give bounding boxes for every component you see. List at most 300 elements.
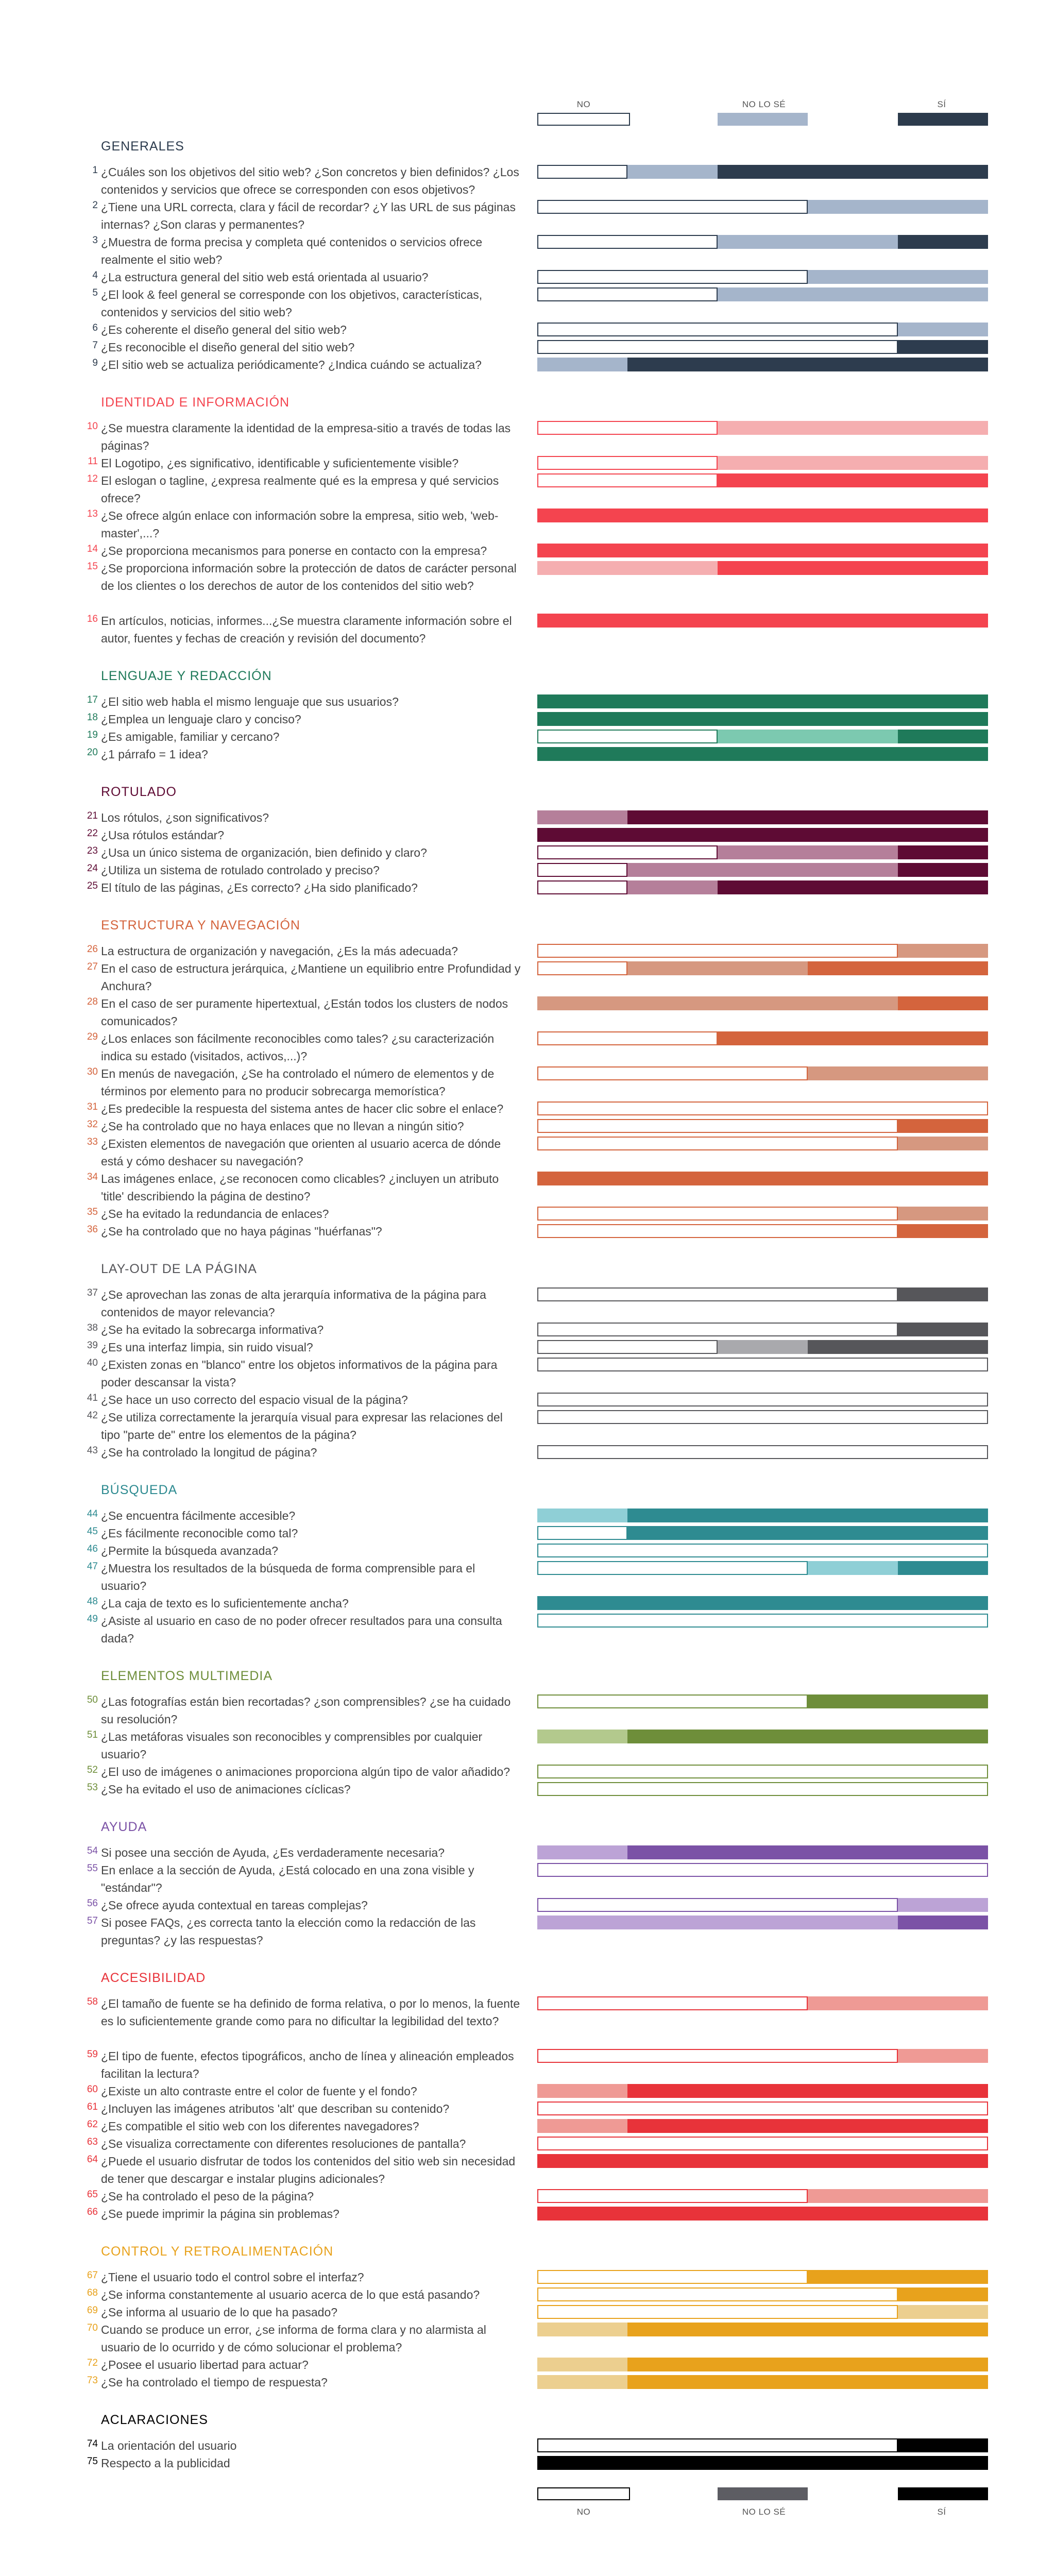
answer-bar: [537, 845, 988, 859]
question-number: 50: [87, 1694, 98, 1705]
bar-segment-no: [537, 1526, 627, 1540]
bar-segment-si: [537, 828, 988, 842]
bar-segment-si: [627, 1526, 988, 1540]
question-text: La estructura de organización y navegación, ¿Es la más adecuada?: [101, 944, 458, 958]
question-number: 62: [87, 2119, 98, 2130]
answer-bar: [537, 561, 988, 575]
question-text: ¿Cuáles son los objetivos del sitio web? ¿Son concretos y bien definidos? ¿Los contenidos y servicios que ofrece se corresponden con esos objetivos?: [101, 165, 519, 196]
answer-bar: [537, 2207, 988, 2221]
bar-segment-no: [537, 2102, 988, 2115]
bar-segment-si: [718, 1031, 988, 1045]
bar-segment-si: [898, 2287, 988, 2301]
bar-segment-no: [537, 730, 718, 743]
answer-bar: [537, 1137, 988, 1150]
bar-segment-si: [537, 747, 988, 761]
bar-segment-si: [898, 863, 988, 877]
question-text: ¿Emplea un lenguaje claro y conciso?: [101, 713, 301, 726]
bar-segment-no-lo-se: [627, 961, 808, 975]
answer-bar: [537, 2287, 988, 2301]
bar-segment-no-lo-se: [627, 165, 718, 179]
question-number: 20: [87, 747, 98, 758]
bar-segment-si: [898, 730, 988, 743]
question-text: ¿Las metáforas visuales son reconocibles y comprensibles por cualquier usuario?: [101, 1730, 483, 1761]
question-text: ¿Las fotografías están bien recortadas? ¿son comprensibles? ¿se ha cuidado su resolución?: [101, 1695, 511, 1726]
bar-segment-no-lo-se: [718, 287, 988, 301]
section-title: GENERALES: [101, 139, 184, 154]
bar-segment-no-lo-se: [718, 845, 898, 859]
bar-segment-no-lo-se: [627, 863, 898, 877]
question-number: 31: [87, 1101, 98, 1112]
question-text: ¿Muestra de forma precisa y completa qué contenidos o servicios ofrece realmente el sitio web?: [101, 235, 483, 266]
answer-bar: [537, 235, 988, 249]
question-text: Si posee una sección de Ayuda, ¿Es verdaderamente necesaria?: [101, 1846, 445, 1859]
question-number: 41: [87, 1393, 98, 1403]
bar-segment-no: [537, 270, 808, 284]
question-number: 60: [87, 2084, 98, 2095]
bar-segment-no-lo-se: [537, 810, 627, 824]
bar-segment-no: [537, 1224, 898, 1238]
bar-segment-no: [537, 1561, 808, 1575]
question-text: ¿Se informa constantemente al usuario acerca de lo que está pasando?: [101, 2288, 480, 2301]
bar-segment-no-lo-se: [808, 200, 988, 214]
question-text: El eslogan o tagline, ¿expresa realmente qué es la empresa y qué servicios ofrece?: [101, 474, 499, 505]
question-text: ¿Se ha controlado el peso de la página?: [101, 2190, 314, 2203]
question-number: 42: [87, 1410, 98, 1421]
bar-segment-no-lo-se: [537, 1845, 627, 1859]
question-number: 33: [87, 1137, 98, 1147]
answer-bar: [537, 961, 988, 975]
question-text: ¿Es amigable, familiar y cercano?: [101, 730, 280, 743]
bar-segment-si: [537, 544, 988, 557]
question-number: 27: [87, 961, 98, 972]
bar-segment-si: [627, 2084, 988, 2098]
question-text: En el caso de estructura jerárquica, ¿Mantiene un equilibrio entre Profundidad y Anchura?: [101, 962, 521, 993]
question-text: ¿Se hace un uso correcto del espacio visual de la página?: [101, 1393, 408, 1406]
question-number: 53: [87, 1782, 98, 1793]
bar-segment-si: [537, 2456, 988, 2470]
question-number: 15: [87, 561, 98, 572]
question-number: 30: [87, 1066, 98, 1077]
bar-segment-si: [627, 2323, 988, 2336]
question-number: 69: [87, 2305, 98, 2316]
bar-segment-no: [537, 421, 718, 435]
bar-segment-no-lo-se: [808, 1561, 898, 1575]
answer-bar: [537, 880, 988, 894]
question-number: 43: [87, 1445, 98, 1456]
section-title: ACLARACIONES: [101, 2413, 208, 2427]
bar-segment-no: [537, 2287, 898, 2301]
bar-segment-no-lo-se: [537, 2375, 627, 2389]
question-text: Los rótulos, ¿son significativos?: [101, 811, 269, 824]
question-text: ¿Se puede imprimir la página sin problemas?: [101, 2207, 339, 2221]
question-text: ¿Posee el usuario libertad para actuar?: [101, 2358, 309, 2371]
answer-bar: [537, 358, 988, 371]
question-text: ¿Es reconocible el diseño general del sitio web?: [101, 341, 355, 354]
bar-segment-no: [537, 1207, 898, 1221]
bar-segment-no: [537, 1614, 988, 1628]
question-number: 34: [87, 1172, 98, 1182]
question-text: En el caso de ser puramente hipertextual, ¿Están todos los clusters de nodos comunicados?: [101, 997, 508, 1028]
question-number: 45: [87, 1526, 98, 1537]
question-text: El Logotipo, ¿es significativo, identificable y suficientemente visible?: [101, 456, 459, 470]
question-text: ¿Es predecible la respuesta del sistema antes de hacer clic sobre el enlace?: [101, 1102, 504, 1115]
bar-segment-si: [537, 509, 988, 522]
question-text: ¿El tamaño de fuente se ha definido de forma relativa, o por lo menos, la fuente es lo suficientemente grande como para no dificultar la legibilidad del texto?: [101, 1997, 520, 2028]
answer-bar: [537, 1544, 988, 1557]
bar-segment-no-lo-se: [898, 2049, 988, 2063]
question-text: ¿Tiene una URL correcta, clara y fácil de recordar? ¿Y las URL de sus páginas internas? ¿Son claras y permanentes?: [101, 200, 516, 231]
question-number: 21: [87, 810, 98, 821]
section-title: AYUDA: [101, 1820, 147, 1834]
answer-bar: [537, 2358, 988, 2371]
bar-segment-no-lo-se: [537, 1509, 627, 1522]
bar-segment-si: [718, 473, 988, 487]
question-number: 67: [87, 2270, 98, 2281]
question-text: ¿Se utiliza correctamente la jerarquía visual para expresar las relaciones del tipo "parte de" entre los elementos de la página?: [101, 1411, 503, 1442]
bar-segment-no: [537, 2137, 988, 2150]
answer-bar: [537, 1066, 988, 1080]
bar-segment-no-lo-se: [808, 270, 988, 284]
bar-segment-si: [898, 996, 988, 1010]
question-number: 19: [87, 730, 98, 740]
answer-bar: [537, 1509, 988, 1522]
legend-bottom-no-label: NO: [576, 2507, 591, 2517]
bar-segment-no: [537, 1101, 988, 1115]
question-text: ¿Se ha controlado que no haya páginas "huérfanas"?: [101, 1225, 382, 1238]
answer-bar: [537, 2438, 988, 2452]
question-number: 35: [87, 1207, 98, 1217]
question-number: 9: [92, 358, 98, 368]
bar-segment-si: [537, 694, 988, 708]
answer-bar: [537, 2189, 988, 2203]
bar-segment-no: [537, 1445, 988, 1459]
bar-segment-si: [537, 1596, 988, 1610]
question-text: Cuando se produce un error, ¿se informa de forma clara y no alarmista al usuario de lo ocurrido y de cómo solucionar el problema?: [101, 2323, 486, 2354]
answer-bar: [537, 944, 988, 958]
question-number: 2: [92, 200, 98, 211]
legend-top-no-lo-se-label: NO LO SÉ: [742, 99, 786, 109]
bar-segment-no-lo-se: [537, 1730, 627, 1743]
bar-segment-no: [537, 1323, 898, 1336]
answer-bar: [537, 1323, 988, 1336]
answer-bar: [537, 509, 988, 522]
question-number: 49: [87, 1614, 98, 1624]
bar-segment-no: [537, 1393, 988, 1406]
question-text: ¿Usa rótulos estándar?: [101, 828, 225, 842]
bar-segment-no-lo-se: [718, 235, 898, 249]
bar-segment-no-lo-se: [808, 1066, 988, 1080]
question-number: 39: [87, 1340, 98, 1351]
answer-bar: [537, 270, 988, 284]
bar-segment-no-lo-se: [537, 2358, 627, 2371]
answer-bar: [537, 323, 988, 336]
question-text: ¿Utiliza un sistema de rotulado controlado y preciso?: [101, 863, 380, 877]
answer-bar: [537, 2119, 988, 2133]
bar-segment-no: [537, 2305, 898, 2319]
bar-segment-no: [537, 2049, 898, 2063]
answer-bar: [537, 1596, 988, 1610]
question-text: ¿El tipo de fuente, efectos tipográficos, ancho de línea y alineación empleados facilitan la lectura?: [101, 2049, 514, 2080]
bar-segment-no: [537, 1031, 718, 1045]
bar-segment-no-lo-se: [537, 2084, 627, 2098]
question-number: 61: [87, 2102, 98, 2112]
question-number: 57: [87, 1916, 98, 1926]
bar-segment-no: [537, 1410, 988, 1424]
question-number: 16: [87, 614, 98, 624]
answer-bar: [537, 810, 988, 824]
legend-bottom-si-label: SÍ: [937, 2507, 946, 2517]
answer-bar: [537, 1101, 988, 1115]
question-number: 70: [87, 2323, 98, 2333]
bar-segment-no-lo-se: [898, 2305, 988, 2319]
answer-bar: [537, 614, 988, 628]
section-title: ELEMENTOS MULTIMEDIA: [101, 1669, 273, 1683]
legend-top-no-swatch: [537, 113, 630, 126]
question-text: ¿Se ha controlado que no haya enlaces que no llevan a ningún sitio?: [101, 1120, 464, 1133]
answer-bar: [537, 473, 988, 487]
answer-bar: [537, 694, 988, 708]
answer-bar: [537, 2049, 988, 2063]
bar-segment-no-lo-se: [898, 1898, 988, 1912]
question-text: ¿Incluyen las imágenes atributos 'alt' que describan su contenido?: [101, 2102, 450, 2115]
question-number: 72: [87, 2358, 98, 2368]
bar-segment-si: [808, 1340, 988, 1354]
answer-bar: [537, 1898, 988, 1912]
question-number: 65: [87, 2189, 98, 2200]
answer-bar: [537, 2305, 988, 2319]
section-title: IDENTIDAD E INFORMACIÓN: [101, 395, 290, 410]
bar-segment-si: [627, 1509, 988, 1522]
bar-segment-si: [898, 235, 988, 249]
question-number: 26: [87, 944, 98, 955]
answer-bar: [537, 1526, 988, 1540]
question-number: 37: [87, 1287, 98, 1298]
answer-bar: [537, 1916, 988, 1929]
question-text: ¿La caja de texto es lo suficientemente ancha?: [101, 1597, 349, 1610]
question-number: 17: [87, 694, 98, 705]
answer-bar: [537, 1393, 988, 1406]
question-text: ¿Se ha evitado la redundancia de enlaces?: [101, 1207, 329, 1221]
question-number: 52: [87, 1765, 98, 1775]
question-number: 28: [87, 996, 98, 1007]
bar-segment-no-lo-se: [808, 1996, 988, 2010]
question-number: 44: [87, 1509, 98, 1519]
question-text: ¿Se ha evitado el uso de animaciones cíclicas?: [101, 1783, 351, 1796]
bar-segment-si: [718, 880, 988, 894]
question-number: 59: [87, 2049, 98, 2060]
question-number: 54: [87, 1845, 98, 1856]
question-text: ¿Se proporciona mecanismos para ponerse en contacto con la empresa?: [101, 544, 487, 557]
bar-segment-si: [898, 2438, 988, 2452]
bar-segment-no-lo-se: [898, 1137, 988, 1150]
question-number: 32: [87, 1119, 98, 1130]
question-number: 73: [87, 2375, 98, 2386]
question-number: 48: [87, 1596, 98, 1607]
bar-segment-no: [537, 165, 627, 179]
question-text: ¿Se ha controlado el tiempo de respuesta?: [101, 2376, 328, 2389]
legend-top-no-label: NO: [576, 99, 591, 109]
question-number: 10: [87, 421, 98, 432]
question-number: 1: [92, 165, 98, 176]
question-text: ¿Es fácilmente reconocible como tal?: [101, 1527, 298, 1540]
answer-bar: [537, 340, 988, 354]
question-text: ¿Se ofrece ayuda contextual en tareas complejas?: [101, 1899, 368, 1912]
bar-segment-no: [537, 1863, 988, 1877]
answer-bar: [537, 1694, 988, 1708]
question-number: 18: [87, 712, 98, 723]
question-text: ¿Es coherente el diseño general del sitio web?: [101, 323, 347, 336]
bar-segment-no-lo-se: [537, 1916, 898, 1929]
question-number: 56: [87, 1898, 98, 1909]
bar-segment-no-lo-se: [537, 561, 718, 575]
answer-bar: [537, 2137, 988, 2150]
bar-segment-si: [627, 1845, 988, 1859]
question-number: 64: [87, 2154, 98, 2165]
question-number: 5: [92, 287, 98, 298]
question-number: 63: [87, 2137, 98, 2147]
bar-segment-no: [537, 323, 898, 336]
bar-segment-si: [627, 810, 988, 824]
bar-segment-no: [537, 2189, 808, 2203]
bar-segment-si: [537, 2154, 988, 2168]
question-number: 13: [87, 509, 98, 519]
question-number: 55: [87, 1863, 98, 1874]
bar-segment-no: [537, 845, 718, 859]
bar-segment-si: [537, 712, 988, 726]
bar-segment-no: [537, 1358, 988, 1371]
question-number: 22: [87, 828, 98, 839]
question-number: 38: [87, 1323, 98, 1333]
bar-segment-si: [718, 165, 988, 179]
bar-segment-no-lo-se: [808, 2189, 988, 2203]
answer-bar: [537, 1996, 988, 2010]
answer-bar: [537, 2154, 988, 2168]
answer-bar: [537, 2323, 988, 2336]
answer-bar: [537, 1172, 988, 1185]
question-number: 6: [92, 323, 98, 333]
legend-top-si-label: SÍ: [937, 99, 946, 109]
bar-segment-no: [537, 1996, 808, 2010]
bar-segment-si: [808, 2270, 988, 2284]
answer-bar: [537, 456, 988, 470]
question-text: ¿Se ofrece algún enlace con información sobre la empresa, sitio web, 'web-master',...?: [101, 509, 499, 540]
bar-segment-no-lo-se: [898, 944, 988, 958]
question-text: ¿Asiste al usuario en caso de no poder ofrecer resultados para una consulta dada?: [101, 1614, 502, 1645]
question-text: ¿Se encuentra fácilmente accesible?: [101, 1509, 296, 1522]
question-number: 12: [87, 473, 98, 484]
answer-bar: [537, 2102, 988, 2115]
answer-bar: [537, 1782, 988, 1796]
legend-top-no-lo-se-swatch: [718, 113, 808, 126]
bar-segment-no: [537, 1544, 988, 1557]
section-title: ACCESIBILIDAD: [101, 1971, 206, 1985]
bar-segment-si: [898, 1119, 988, 1133]
bar-segment-si: [718, 561, 988, 575]
answer-bar: [537, 996, 988, 1010]
bar-segment-no: [537, 1119, 898, 1133]
bar-segment-no-lo-se: [537, 2323, 627, 2336]
question-text: ¿Existen elementos de navegación que orienten al usuario acerca de dónde está y cómo deshacer su navegación?: [101, 1137, 501, 1168]
answer-bar: [537, 421, 988, 435]
question-number: 66: [87, 2207, 98, 2217]
question-text: ¿Permite la búsqueda avanzada?: [101, 1544, 278, 1557]
answer-bar: [537, 1287, 988, 1301]
question-text: El título de las páginas, ¿Es correcto? ¿Ha sido planificado?: [101, 881, 418, 894]
answer-bar: [537, 1358, 988, 1371]
question-text: ¿Tiene el usuario todo el control sobre el interfaz?: [101, 2270, 364, 2284]
question-text: ¿Es compatible el sitio web con los diferentes navegadores?: [101, 2120, 419, 2133]
question-number: 11: [88, 456, 98, 467]
legend-bottom-no-lo-se-swatch: [718, 2487, 808, 2500]
bar-segment-no: [537, 456, 718, 470]
bar-segment-no: [537, 200, 808, 214]
question-number: 14: [87, 544, 98, 554]
answer-bar: [537, 200, 988, 214]
question-text: ¿Se visualiza correctamente con diferentes resoluciones de pantalla?: [101, 2137, 466, 2150]
answer-bar: [537, 863, 988, 877]
bar-segment-no: [537, 1287, 898, 1301]
answer-bar: [537, 1410, 988, 1424]
answer-bar: [537, 1445, 988, 1459]
question-text: Respecto a la publicidad: [101, 2456, 230, 2470]
bar-segment-no: [537, 473, 718, 487]
question-text: La orientación del usuario: [101, 2439, 237, 2452]
section-title: ESTRUCTURA Y NAVEGACIÓN: [101, 918, 300, 933]
answer-bar: [537, 730, 988, 743]
bar-segment-no: [537, 1898, 898, 1912]
legend-bottom-no-swatch: [537, 2487, 630, 2500]
question-text: ¿El uso de imágenes o animaciones proporciona algún tipo de valor añadido?: [101, 1765, 511, 1778]
answer-bar: [537, 1730, 988, 1743]
bar-segment-si: [627, 1730, 988, 1743]
bar-segment-no: [537, 1782, 988, 1796]
question-text: En enlace a la sección de Ayuda, ¿Está colocado en una zona visible y "estándar"?: [101, 1863, 474, 1894]
question-number: 29: [87, 1031, 98, 1042]
question-text: ¿Se ha controlado la longitud de página?: [101, 1446, 317, 1459]
bar-segment-si: [898, 340, 988, 354]
section-title: BÚSQUEDA: [101, 1483, 178, 1497]
answer-bar: [537, 2375, 988, 2389]
answer-bar: [537, 2456, 988, 2470]
bar-segment-si: [898, 1323, 988, 1336]
bar-segment-no: [537, 1137, 898, 1150]
bar-segment-si: [537, 2207, 988, 2221]
question-text: En artículos, noticias, informes...¿Se muestra claramente información sobre el autor, fuentes y fechas de creación y revisión del documento?: [101, 614, 512, 645]
bar-segment-si: [627, 2358, 988, 2371]
question-number: 36: [87, 1224, 98, 1235]
question-text: ¿Se aprovechan las zonas de alta jerarquía informativa de la página para contenidos de mayor relevancia?: [101, 1288, 486, 1319]
question-number: 3: [92, 235, 98, 246]
question-text: ¿Muestra los resultados de la búsqueda de forma comprensible para el usuario?: [101, 1562, 475, 1592]
bar-segment-no-lo-se: [537, 996, 898, 1010]
bar-segment-no-lo-se: [718, 421, 988, 435]
question-number: 4: [92, 270, 98, 281]
answer-bar: [537, 165, 988, 179]
question-number: 7: [92, 340, 98, 351]
answer-bar: [537, 1614, 988, 1628]
question-text: ¿El look & feel general se corresponde con los objetivos, características, contenidos y servicios del sitio web?: [101, 288, 483, 319]
question-text: ¿Se muestra claramente la identidad de la empresa-sitio a través de todas las páginas?: [101, 421, 511, 452]
bar-segment-no: [537, 944, 898, 958]
question-text: ¿Se proporciona información sobre la protección de datos de carácter personal de los clientes o los derechos de autor de los contenidos del sitio web?: [101, 562, 517, 592]
question-text: ¿Puede el usuario disfrutar de todos los contenidos del sitio web sin necesidad de tener que descargar e instalar plugins adicionales?: [101, 2155, 516, 2185]
bar-segment-no: [537, 1765, 988, 1778]
question-number: 51: [87, 1730, 98, 1740]
answer-bar: [537, 1845, 988, 1859]
bar-segment-no-lo-se: [718, 456, 988, 470]
answer-bar: [537, 1224, 988, 1238]
answer-bar: [537, 747, 988, 761]
